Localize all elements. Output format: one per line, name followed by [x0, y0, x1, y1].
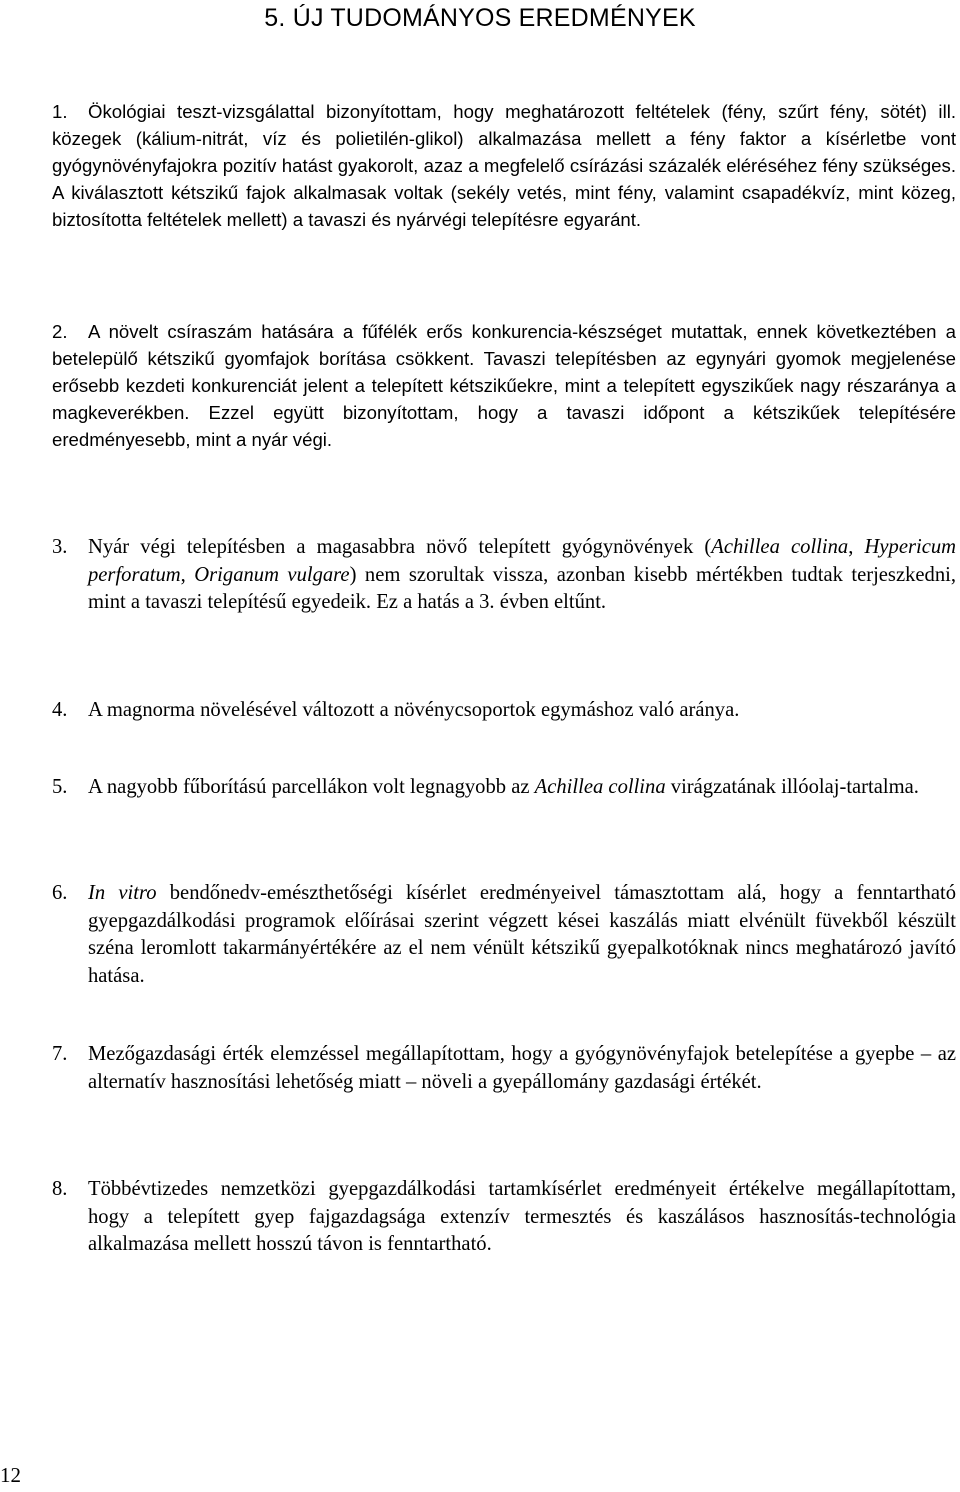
result-item-5 [52, 774, 956, 802]
species-name: Hypericum perforatum [88, 536, 957, 586]
item-number: 2. [52, 321, 68, 342]
item-text: Nyár végi telepítésben a magasabbra növő telepített gyógynövények (Achillea collina, Hypericum perforatum, Origanum vulgare) nem szorultak vissza, azonban kisebb mértékben tudtak terjeszkedni, mint a tavaszi telepítésű egyedeik. Ez a hatás a 3. évben eltűnt. [88, 536, 957, 614]
result-item-7 [52, 1041, 956, 1096]
page-number: 12 [0, 1463, 21, 1487]
item-text: Mezőgazdasági érték elemzéssel megállapítottam, hogy a gyógynövényfajok betelepítése a gyepbe – az alternatív hasznosítási lehetőség miatt – növeli a gyepállomány gazdasági értékét. [88, 1043, 956, 1093]
item-text: Ökológiai teszt-vizsgálattal bizonyítottam, hogy meghatározott feltételek (fény, szűrt fény, sötét) ill. közegek (kálium-nitrát, víz és polietilén-glikol) alkalmazása mellett a fény faktor a kísérletbe vont gyógynövényfajokra pozitív hatást gyakorolt, azaz a megfelelő csírázási százalék eléréséhez fény szükséges. A kiválasztott kétszikű fajok alkalmasak voltak (sekély vetés, mint fény, valamint csapadékvíz, mint közeg, biztosította feltételek mellett) a tavaszi és nyárvégi telepítésre egyaránt. [52, 101, 956, 230]
result-item-8 [52, 1176, 956, 1259]
item-text: In vitro bendőnedv-emészthetőségi kísérlet eredményeivel támasztottam alá, hogy a fenntartható gyepgazdálkodási programok előírásai szerint végzett kései kaszálás miatt elvénült füvekből készült széna leromlott takarmányértékére az el nem vénült kétszikű gyepalkotóknak nincs meghatározó javító hatása. [88, 882, 956, 988]
item-number: 5. [52, 776, 68, 798]
item-text: A nagyobb fűborítású parcellákon volt legnagyobb az Achillea collina virágzatának illóolaj-tartalma. [88, 776, 919, 798]
item-number: 1. [52, 101, 68, 122]
result-item-1 [52, 98, 956, 233]
item-text: A magnorma növelésével változott a növénycsoportok egymáshoz való aránya. [88, 699, 740, 721]
item-text: A növelt csíraszám hatására a fűfélék erős konkurencia-készséget mutattak, ennek következtében a betelepülő kétszikű gyomfajok borítása csökkent. Tavaszi telepítésben az egynyári gyomok megjelenése erősebb kezdeti konkurenciát jelent a telepített kétszikűekre, mint a telepített egyszikűek nagy részaránya a magkeverékben. Ezzel együtt bizonyítottam, hogy a tavaszi időpont a kétszikűek telepítésére eredményesebb, mint a nyár végi. [52, 321, 956, 450]
section-heading: 5. ÚJ TUDOMÁNYOS EREDMÉNYEK [264, 4, 696, 32]
item-number: 8. [52, 1178, 68, 1200]
species-name: Achillea collina [711, 536, 849, 558]
item-number: 4. [52, 699, 68, 721]
item-number: 7. [52, 1043, 68, 1065]
in-vitro-term: In vitro [88, 882, 157, 904]
item-number: 3. [52, 536, 68, 558]
result-item-2 [52, 318, 956, 453]
species-name: Origanum vulgare [194, 563, 350, 586]
species-name: Achillea collina [534, 776, 666, 798]
item-text: Többévtizedes nemzetközi gyepgazdálkodási tartamkísérlet eredményeit értékelve megállapítottam, hogy a telepített gyep fajgazdagsága extenzív termesztés és kaszálásos hasznosítás-technológia alkalmazása mellett hosszú távon is fenntartható. [88, 1178, 956, 1256]
result-item-6 [52, 880, 956, 991]
result-item-3 [52, 534, 956, 617]
result-item-4 [52, 697, 956, 725]
item-number: 6. [52, 882, 68, 904]
